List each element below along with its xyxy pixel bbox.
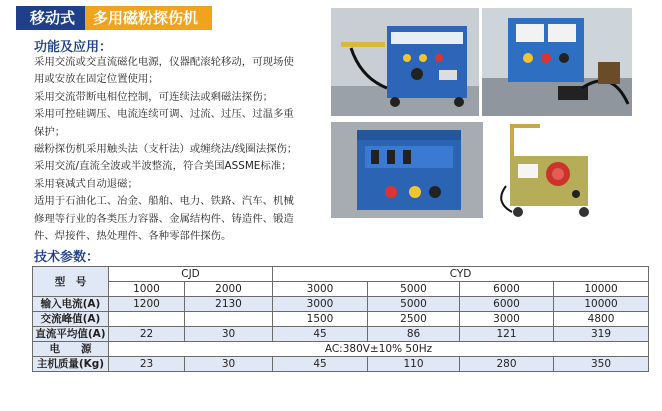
table-cell: 4800 — [554, 312, 649, 327]
row-label: 交流峰值(A) — [33, 312, 109, 327]
table-row — [33, 297, 649, 312]
row-label: 输入电流(A) — [33, 297, 109, 312]
table-cell: 45 — [273, 327, 368, 342]
row-label: 主机质量(Kg) — [33, 357, 109, 372]
feature-line: 磁粉探伤机采用触头法（支杆法）或缠绕法/线圈法探伤； — [34, 143, 298, 156]
model-cell: 2000 — [185, 282, 273, 297]
table-cell: 5000 — [368, 297, 460, 312]
feature-line: 采用交流或交直流磁化电源，仪器配滚轮移动，可现场使 — [34, 56, 294, 68]
table-cell: 110 — [368, 357, 460, 372]
group-cjd: CJD — [109, 267, 273, 282]
table-cell — [185, 312, 273, 327]
table-cell: 30 — [185, 327, 273, 342]
table-cell: 3000 — [273, 297, 368, 312]
features-title: 功能及应用： — [34, 40, 113, 55]
table-row — [33, 342, 649, 357]
table-cell: 350 — [554, 357, 649, 372]
row-label: 电 源 — [33, 342, 109, 357]
product-name-tag: 多用磁粉探伤机 — [85, 6, 212, 30]
product-photo-4 — [488, 122, 632, 218]
product-photo-2 — [482, 8, 632, 116]
table-cell: 280 — [460, 357, 554, 372]
feature-line: 适用于石油化工、冶金、船舶、电力、铁路、汽车、机械 — [34, 195, 294, 208]
table-cell: 10000 — [554, 297, 649, 312]
group-cyd: CYD — [273, 267, 649, 282]
table-cell: 30 — [185, 357, 273, 372]
feature-line: 件、焊接件、热处理件、各种零部件探伤。 — [34, 230, 232, 243]
feature-line: 保护； — [34, 125, 66, 138]
spec-table — [32, 266, 649, 372]
product-type-tag: 移动式 — [16, 6, 85, 30]
table-cell: 121 — [460, 327, 554, 342]
feature-line: 采用衰减式自动退磁； — [34, 177, 138, 190]
product-photo-1 — [331, 8, 479, 116]
table-cell: 1200 — [109, 297, 185, 312]
feature-line: 采用交流带断电相位控制，可连续法或剩磁法探伤； — [34, 90, 273, 103]
feature-line: 用或安放在固定位置使用； — [34, 73, 159, 86]
model-cell: 10000 — [554, 282, 649, 297]
feature-line: 采用可控硅调压、电流连续可调、过流、过压、过温多重 — [34, 108, 294, 121]
table-row — [33, 267, 649, 282]
model-cell: 6000 — [460, 282, 554, 297]
table-cell — [109, 312, 185, 327]
model-cell: 3000 — [273, 282, 368, 297]
table-row — [33, 282, 649, 297]
table-row — [33, 312, 649, 327]
table-cell: 23 — [109, 357, 185, 372]
table-cell: 2500 — [368, 312, 460, 327]
table-cell: 2130 — [185, 297, 273, 312]
product-photo-3 — [331, 122, 483, 218]
table-cell: 6000 — [460, 297, 554, 312]
power-value: AC:380V±10% 50Hz — [109, 342, 649, 357]
table-row — [33, 357, 649, 372]
feature-line: 采用交流/直流全波或半波整流，符合美国ASSME标准； — [34, 160, 292, 173]
model-label: 型 号 — [33, 267, 109, 297]
features-list — [34, 54, 324, 245]
table-cell: 22 — [109, 327, 185, 342]
feature-line: 修理等行业的各类压力容器、金属结构件、铸造件、锻造 — [34, 212, 294, 225]
model-cell: 1000 — [109, 282, 185, 297]
product-header — [16, 6, 212, 30]
table-cell: 86 — [368, 327, 460, 342]
row-label: 直流平均值(A) — [33, 327, 109, 342]
table-row — [33, 327, 649, 342]
table-cell: 319 — [554, 327, 649, 342]
table-cell: 1500 — [273, 312, 368, 327]
model-cell: 5000 — [368, 282, 460, 297]
table-cell: 45 — [273, 357, 368, 372]
table-cell: 3000 — [460, 312, 554, 327]
specs-title: 技术参数： — [34, 250, 100, 265]
